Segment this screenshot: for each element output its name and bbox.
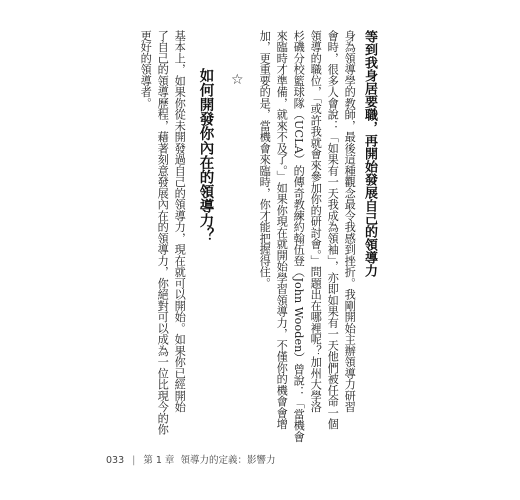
paragraph-line: 身為領導學的教師，最後這種觀念最令我感到挫折。我剛開始主辦領導力研習 [343, 30, 357, 413]
paragraph-line: 來臨時才準備，就來不及了。」如果你現在就開始學習領導力，不僅你的機會會增 [275, 30, 289, 430]
chapter-title: 領導力的定義：影響力 [180, 455, 276, 466]
chapter-label: 第 1 章 [143, 455, 175, 466]
paragraph-line: 基本上，如果你從未開發過自己的領導力，現在就可以開始。如果你已經開始 [173, 30, 187, 413]
page-footer [106, 452, 276, 466]
paragraph-line: 加，更重要的是，當機會來臨時，你才能把握得住。 [258, 30, 272, 289]
paragraph-line: 更好的領導者。 [139, 30, 153, 109]
paragraph-line: 杉磯分校籃球隊（UCLA）的傳奇教練約翰伍登（John Wooden）曾說：「當機會 [292, 30, 306, 443]
section-heading-develop-leadership: 如何開發你內在的領導力？ [197, 68, 214, 242]
paragraph-line: 會時，很多人會說：「如果有一天我成為領袖」，亦即如果有一天他們被任命一個 [326, 30, 340, 430]
page-number: 033 [106, 455, 125, 466]
paragraph-line: 了自己的領導歷程，藉著刻意發展內在的領導力，你絕對可以成為一位比現今的你 [156, 30, 170, 435]
paragraph-line: 領導的職位，「或許我就會來參加你的研討會。」問題出在哪裡呢？加州大學洛 [309, 30, 323, 413]
section-heading-waiting-for-position: 等到我身居要職，再開始發展自己的領導力 [362, 30, 377, 277]
footer-separator: | [132, 455, 136, 466]
section-divider-star: ☆ [231, 72, 244, 88]
